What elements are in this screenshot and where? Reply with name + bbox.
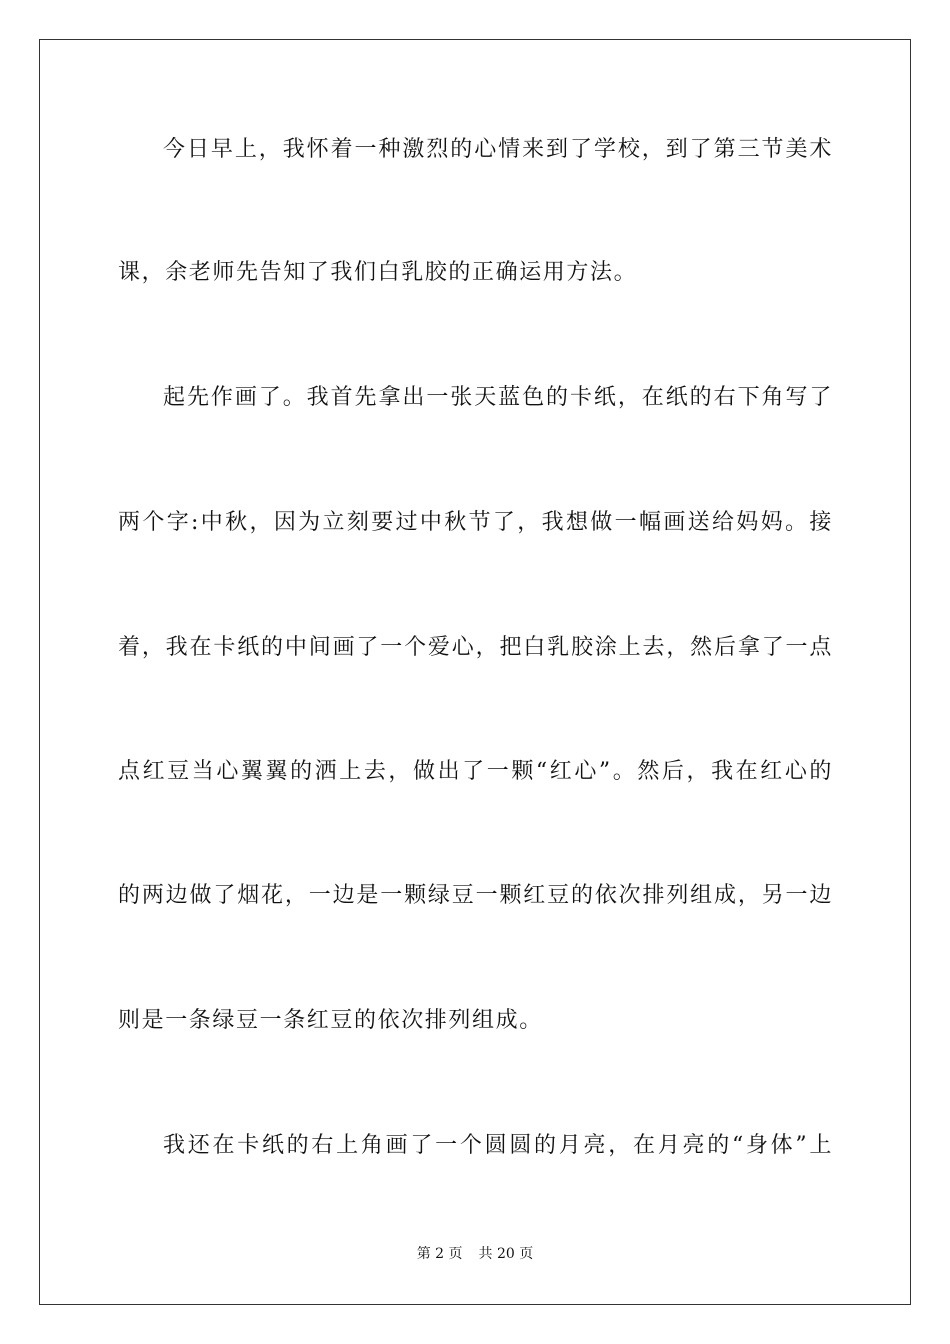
page-border	[39, 39, 911, 1305]
paragraph-line: 今日早上，我怀着一种激烈的心情来到了学校，到了第三节美术	[163, 137, 833, 162]
paragraph-line: 两个字:中秋，因为立刻要过中秋节了，我想做一幅画送给妈妈。接	[118, 510, 833, 535]
paragraph-line: 我还在卡纸的右上角画了一个圆圆的月亮，在月亮的“身体”上	[163, 1133, 833, 1158]
page-total: 共 20 页	[478, 1246, 534, 1262]
page-number: 第 2 页	[416, 1246, 463, 1262]
paragraph-line: 点红豆当心翼翼的洒上去，做出了一颗“红心”。然后，我在红心的	[118, 759, 833, 784]
paragraph-line: 课，余老师先告知了我们白乳胶的正确运用方法。	[118, 260, 638, 285]
paragraph-line: 的两边做了烟花，一边是一颗绿豆一颗红豆的依次排列组成，另一边	[118, 883, 833, 908]
page-footer	[0, 1245, 950, 1263]
paragraph-line: 起先作画了。我首先拿出一张天蓝色的卡纸，在纸的右下角写了	[163, 385, 833, 410]
paragraph-line: 着，我在卡纸的中间画了一个爱心，把白乳胶涂上去，然后拿了一点	[118, 635, 833, 660]
paragraph-line: 则是一条绿豆一条红豆的依次排列组成。	[118, 1008, 543, 1033]
